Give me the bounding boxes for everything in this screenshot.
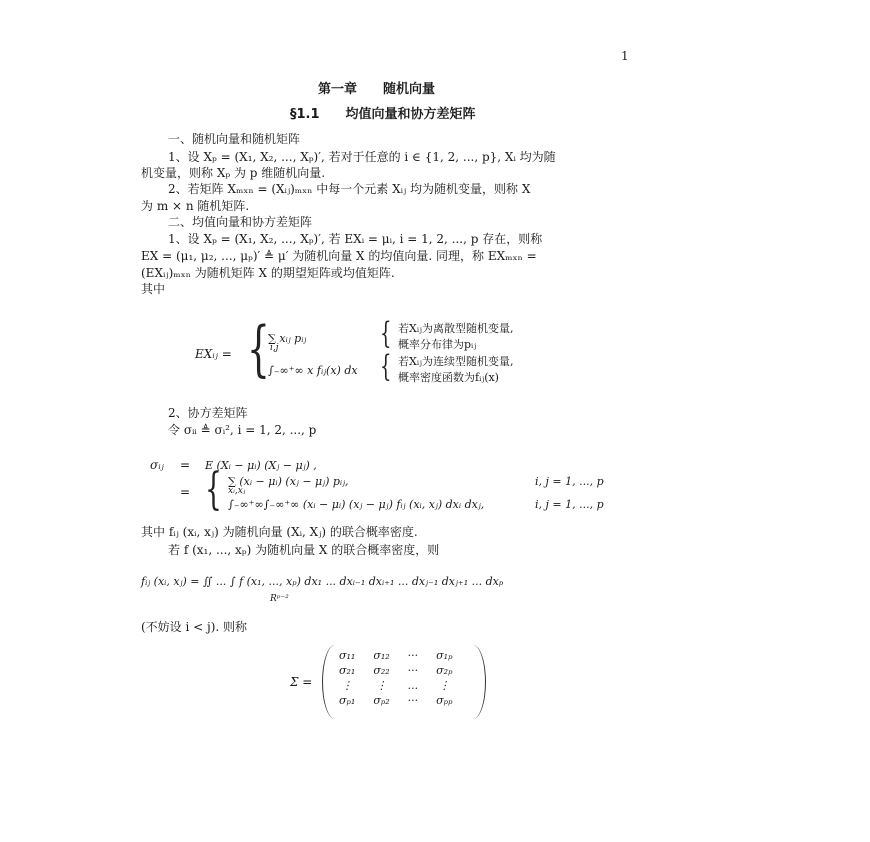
matrix-row bbox=[330, 678, 461, 693]
left-brace-icon: { bbox=[247, 314, 270, 384]
eq2-eq1: = bbox=[180, 458, 191, 472]
matrix-cell: ⋮ bbox=[341, 679, 353, 692]
eq1-lhs: EXᵢⱼ = bbox=[195, 347, 232, 361]
matrix-cell: σ₂₁ bbox=[339, 664, 356, 677]
eq2-case2: ∫₋∞⁺∞∫₋∞⁺∞ (xᵢ − μᵢ) (xⱼ − μⱼ) fᵢⱼ (xᵢ, xⱼ) dxᵢ dxⱼ, bbox=[228, 498, 485, 511]
matrix-cell: ··· bbox=[407, 664, 419, 677]
eq2-case1-cond: i, j = 1, ..., p bbox=[535, 475, 604, 488]
page-number: 1 bbox=[621, 49, 629, 63]
qizhong-label: 其中 bbox=[141, 282, 166, 296]
matrix-row bbox=[330, 693, 461, 708]
matrix-row bbox=[330, 648, 461, 663]
eq2-line1: E (Xᵢ − μᵢ) (Xⱼ − μⱼ) , bbox=[205, 459, 317, 472]
para-8: (不妨设 i < j). 则称 bbox=[141, 620, 248, 634]
section-title: §1.1 均值向量和协方差矩阵 bbox=[290, 107, 476, 122]
eq1-cond4: 概率密度函数为fᵢⱼ(x) bbox=[398, 371, 499, 384]
para-3a: 1、设 Xₚ = (X₁, X₂, ..., Xₚ)′, 若 EXᵢ = μᵢ, i = 1, 2, ..., p 存在，则称 bbox=[168, 232, 543, 246]
left-brace-icon: { bbox=[205, 464, 222, 515]
para-5: 令 σᵢᵢ ≜ σᵢ², i = 1, 2, ..., p bbox=[168, 423, 317, 437]
matrix-cell: σₚ₂ bbox=[373, 694, 390, 707]
matrix-cell: ... bbox=[407, 679, 419, 692]
para-1b: 机变量，则称 Xₚ 为 p 维随机向量. bbox=[141, 166, 326, 180]
eq2-case1-sub: xᵢ,xⱼ bbox=[228, 486, 246, 496]
eq1-cond3: 若Xᵢⱼ为连续型随机变量, bbox=[398, 355, 514, 368]
sigma-lhs: Σ = bbox=[290, 675, 313, 689]
eq1-cond2: 概率分布律为pᵢⱼ bbox=[398, 338, 477, 351]
matrix-row bbox=[330, 663, 461, 678]
heading-1: 一、随机向量和随机矩阵 bbox=[168, 132, 301, 146]
matrix-cell: ⋮ bbox=[438, 679, 450, 692]
matrix-body bbox=[330, 648, 461, 708]
matrix-cell: ··· bbox=[407, 694, 419, 707]
matrix-cell: ⋮ bbox=[375, 679, 387, 692]
eq2-eq2: = bbox=[180, 485, 191, 499]
equation-marginal-density: fᵢⱼ (xᵢ, xⱼ) = ∬ ... ∫ f (x₁, ..., xₚ) dx₁ ... dxᵢ₋₁ dxᵢ₊₁ ... dxⱼ₋₁ dxⱼ₊₁ ... dxₚ bbox=[141, 575, 504, 588]
matrix-cell: ··· bbox=[407, 649, 419, 662]
eq3-region-sub: Rᵖ⁻² bbox=[270, 594, 289, 604]
eq2-case2-cond: i, j = 1, ..., p bbox=[535, 498, 604, 511]
matrix-cell: σₚ₁ bbox=[339, 694, 356, 707]
left-brace-icon: { bbox=[380, 316, 392, 351]
chapter-title: 第一章 随机向量 bbox=[318, 82, 436, 97]
eq2-case1: ∑ (xᵢ − μᵢ) (xⱼ − μⱼ) pᵢⱼ, bbox=[228, 475, 349, 488]
matrix-cell: σ₁₁ bbox=[339, 649, 356, 662]
para-4: 2、协方差矩阵 bbox=[168, 406, 248, 420]
para-3b: EX = (μ₁, μ₂, ..., μₚ)′ ≜ μ′ 为随机向量 X 的均值向量. 同理，称 EXₘₓₙ = bbox=[141, 249, 537, 263]
sigma-table bbox=[330, 648, 461, 708]
matrix-cell: σ₂ₚ bbox=[436, 664, 453, 677]
para-1a: 1、设 Xₚ = (X₁, X₂, ..., Xₚ)′, 若对于任意的 i ∈ {1, 2, ..., p}, Xᵢ 均为随 bbox=[168, 150, 556, 164]
para-7: 若 f (x₁, ..., xₚ) 为随机向量 X 的联合概率密度，则 bbox=[168, 543, 440, 557]
heading-2: 二、均值向量和协方差矩阵 bbox=[168, 215, 313, 229]
para-2b: 为 m × n 随机矩阵. bbox=[141, 199, 250, 213]
matrix-cell: σ₁ₚ bbox=[436, 649, 453, 662]
left-brace-icon: { bbox=[380, 349, 392, 384]
para-6: 其中 fᵢⱼ (xᵢ, xⱼ) 为随机向量 (Xᵢ, Xⱼ) 的联合概率密度. bbox=[141, 525, 418, 539]
matrix-cell: σ₁₂ bbox=[373, 649, 390, 662]
eq1-case1: ∑ xᵢⱼ pᵢⱼ bbox=[268, 332, 307, 345]
eq2-lhs: σᵢⱼ bbox=[150, 458, 164, 472]
matrix-cell: σₚₚ bbox=[436, 694, 453, 707]
para-2a: 2、若矩阵 Xₘₓₙ = (Xᵢⱼ)ₘₓₙ 中每一个元素 Xᵢⱼ 均为随机变量，则称 X bbox=[168, 182, 531, 196]
eq1-case2: ∫₋∞⁺∞ x fᵢⱼ(x) dx bbox=[268, 364, 358, 377]
eq1-cond1: 若Xᵢⱼ为离散型随机变量, bbox=[398, 322, 514, 335]
eq1-case1-sub: i,j bbox=[270, 343, 279, 353]
para-3c: (EXᵢⱼ)ₘₓₙ 为随机矩阵 X 的期望矩阵或均值矩阵. bbox=[141, 266, 395, 280]
matrix-cell: σ₂₂ bbox=[373, 664, 390, 677]
